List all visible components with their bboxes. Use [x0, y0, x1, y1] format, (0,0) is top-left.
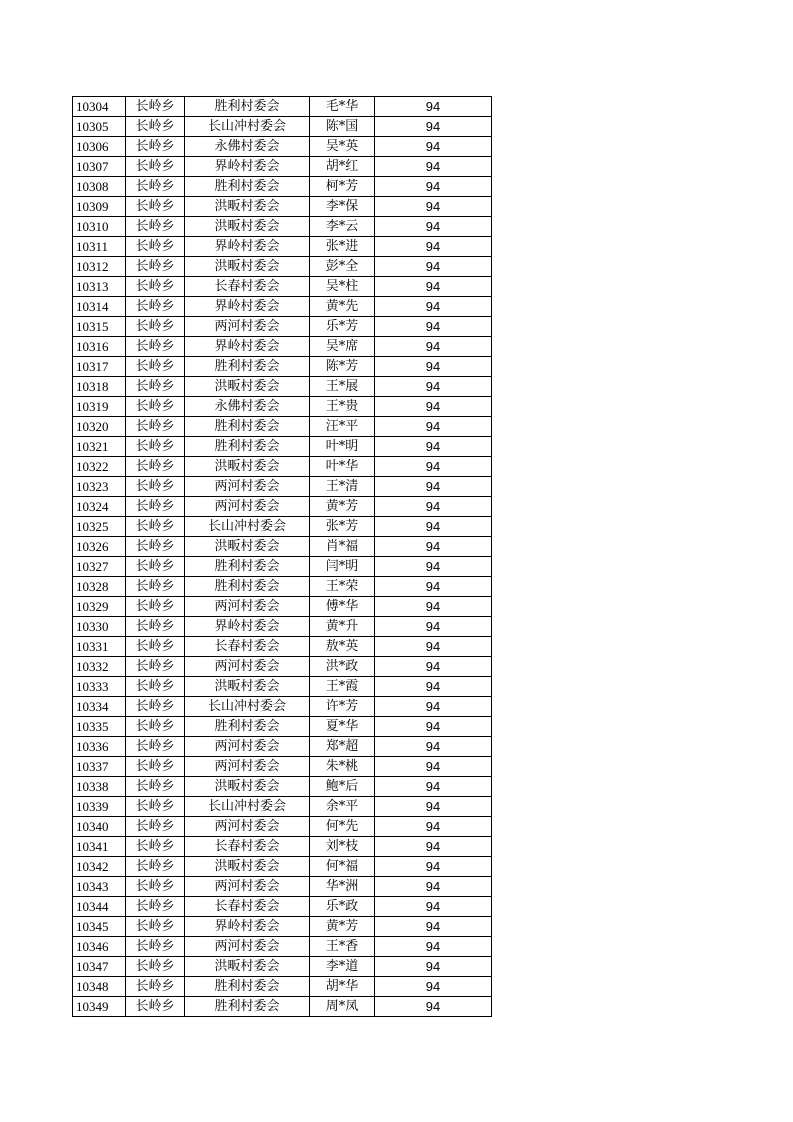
village-committee-cell: 洪畈村委会	[185, 777, 310, 797]
record-id-cell: 10311	[73, 237, 126, 257]
record-id-cell: 10305	[73, 117, 126, 137]
village-committee-cell: 长春村委会	[185, 637, 310, 657]
township-cell: 长岭乡	[126, 437, 185, 457]
township-cell: 长岭乡	[126, 577, 185, 597]
table-row	[73, 477, 492, 497]
table-row	[73, 997, 492, 1017]
township-cell: 长岭乡	[126, 377, 185, 397]
table-row	[73, 537, 492, 557]
person-name-cell: 黄*升	[310, 617, 375, 637]
person-name-cell: 柯*芳	[310, 177, 375, 197]
person-name-cell: 刘*枝	[310, 837, 375, 857]
record-id-cell: 10307	[73, 157, 126, 177]
township-cell: 长岭乡	[126, 497, 185, 517]
record-id-cell: 10310	[73, 217, 126, 237]
person-name-cell: 肖*福	[310, 537, 375, 557]
township-cell: 长岭乡	[126, 957, 185, 977]
township-cell: 长岭乡	[126, 617, 185, 637]
table-row	[73, 757, 492, 777]
person-name-cell: 王*霞	[310, 677, 375, 697]
village-committee-cell: 界岭村委会	[185, 337, 310, 357]
village-committee-cell: 界岭村委会	[185, 617, 310, 637]
township-cell: 长岭乡	[126, 597, 185, 617]
person-name-cell: 洪*政	[310, 657, 375, 677]
score-cell: 94	[375, 637, 492, 657]
record-id-cell: 10322	[73, 457, 126, 477]
score-cell: 94	[375, 257, 492, 277]
village-committee-cell: 洪畈村委会	[185, 677, 310, 697]
score-cell: 94	[375, 817, 492, 837]
score-cell: 94	[375, 657, 492, 677]
township-cell: 长岭乡	[126, 117, 185, 137]
score-cell: 94	[375, 197, 492, 217]
village-committee-cell: 长春村委会	[185, 897, 310, 917]
record-id-cell: 10338	[73, 777, 126, 797]
person-name-cell: 黄*芳	[310, 917, 375, 937]
record-id-cell: 10346	[73, 937, 126, 957]
township-cell: 长岭乡	[126, 217, 185, 237]
person-name-cell: 何*福	[310, 857, 375, 877]
table-row	[73, 777, 492, 797]
record-id-cell: 10308	[73, 177, 126, 197]
record-id-cell: 10349	[73, 997, 126, 1017]
township-cell: 长岭乡	[126, 317, 185, 337]
record-id-cell: 10334	[73, 697, 126, 717]
score-cell: 94	[375, 177, 492, 197]
score-cell: 94	[375, 577, 492, 597]
person-name-cell: 乐*政	[310, 897, 375, 917]
village-committee-cell: 洪畈村委会	[185, 197, 310, 217]
village-committee-cell: 两河村委会	[185, 657, 310, 677]
score-cell: 94	[375, 597, 492, 617]
village-committee-cell: 胜利村委会	[185, 417, 310, 437]
person-name-cell: 陈*芳	[310, 357, 375, 377]
township-cell: 长岭乡	[126, 137, 185, 157]
table-row	[73, 957, 492, 977]
village-committee-cell: 胜利村委会	[185, 717, 310, 737]
township-cell: 长岭乡	[126, 397, 185, 417]
village-committee-cell: 洪畈村委会	[185, 537, 310, 557]
score-cell: 94	[375, 977, 492, 997]
table-row	[73, 617, 492, 637]
person-name-cell: 李*保	[310, 197, 375, 217]
person-name-cell: 闫*明	[310, 557, 375, 577]
score-cell: 94	[375, 677, 492, 697]
record-id-cell: 10342	[73, 857, 126, 877]
table-row	[73, 437, 492, 457]
village-committee-cell: 两河村委会	[185, 737, 310, 757]
township-cell: 长岭乡	[126, 717, 185, 737]
village-committee-cell: 长山冲村委会	[185, 797, 310, 817]
score-cell: 94	[375, 157, 492, 177]
village-committee-cell: 两河村委会	[185, 757, 310, 777]
table-row	[73, 817, 492, 837]
score-cell: 94	[375, 777, 492, 797]
score-cell: 94	[375, 697, 492, 717]
table-row	[73, 577, 492, 597]
village-committee-cell: 永佛村委会	[185, 137, 310, 157]
record-id-cell: 10330	[73, 617, 126, 637]
table-row	[73, 517, 492, 537]
person-name-cell: 黄*芳	[310, 497, 375, 517]
score-cell: 94	[375, 937, 492, 957]
table-row	[73, 557, 492, 577]
record-id-cell: 10306	[73, 137, 126, 157]
score-cell: 94	[375, 297, 492, 317]
table-row	[73, 217, 492, 237]
record-id-cell: 10327	[73, 557, 126, 577]
person-name-cell: 李*云	[310, 217, 375, 237]
township-cell: 长岭乡	[126, 997, 185, 1017]
person-name-cell: 王*香	[310, 937, 375, 957]
person-name-cell: 陈*国	[310, 117, 375, 137]
table-row	[73, 337, 492, 357]
record-id-cell: 10326	[73, 537, 126, 557]
table-row	[73, 717, 492, 737]
table-row	[73, 377, 492, 397]
table-row	[73, 137, 492, 157]
table-row	[73, 357, 492, 377]
table-row	[73, 237, 492, 257]
village-committee-cell: 胜利村委会	[185, 357, 310, 377]
score-cell: 94	[375, 337, 492, 357]
person-name-cell: 周*凤	[310, 997, 375, 1017]
person-name-cell: 王*贵	[310, 397, 375, 417]
score-cell: 94	[375, 537, 492, 557]
township-cell: 长岭乡	[126, 457, 185, 477]
township-cell: 长岭乡	[126, 97, 185, 117]
table-row	[73, 277, 492, 297]
village-committee-cell: 界岭村委会	[185, 157, 310, 177]
township-cell: 长岭乡	[126, 197, 185, 217]
score-cell: 94	[375, 97, 492, 117]
village-committee-cell: 两河村委会	[185, 497, 310, 517]
person-name-cell: 李*道	[310, 957, 375, 977]
record-id-cell: 10312	[73, 257, 126, 277]
record-id-cell: 10328	[73, 577, 126, 597]
village-committee-cell: 洪畈村委会	[185, 957, 310, 977]
township-cell: 长岭乡	[126, 157, 185, 177]
table-row	[73, 157, 492, 177]
table-row	[73, 937, 492, 957]
score-cell: 94	[375, 797, 492, 817]
score-cell: 94	[375, 497, 492, 517]
table-row	[73, 117, 492, 137]
township-cell: 长岭乡	[126, 917, 185, 937]
score-cell: 94	[375, 877, 492, 897]
person-name-cell: 王*荣	[310, 577, 375, 597]
township-cell: 长岭乡	[126, 697, 185, 717]
township-cell: 长岭乡	[126, 237, 185, 257]
person-name-cell: 叶*明	[310, 437, 375, 457]
village-committee-cell: 界岭村委会	[185, 297, 310, 317]
township-cell: 长岭乡	[126, 257, 185, 277]
record-id-cell: 10344	[73, 897, 126, 917]
village-committee-cell: 长春村委会	[185, 837, 310, 857]
township-cell: 长岭乡	[126, 797, 185, 817]
person-name-cell: 傅*华	[310, 597, 375, 617]
record-id-cell: 10348	[73, 977, 126, 997]
table-row	[73, 977, 492, 997]
record-id-cell: 10332	[73, 657, 126, 677]
township-cell: 长岭乡	[126, 817, 185, 837]
record-id-cell: 10337	[73, 757, 126, 777]
township-cell: 长岭乡	[126, 897, 185, 917]
record-id-cell: 10345	[73, 917, 126, 937]
table-row	[73, 457, 492, 477]
village-committee-cell: 胜利村委会	[185, 997, 310, 1017]
score-cell: 94	[375, 117, 492, 137]
table-row	[73, 197, 492, 217]
township-cell: 长岭乡	[126, 537, 185, 557]
record-id-cell: 10329	[73, 597, 126, 617]
score-cell: 94	[375, 957, 492, 977]
table-row	[73, 397, 492, 417]
village-committee-cell: 两河村委会	[185, 817, 310, 837]
township-cell: 长岭乡	[126, 777, 185, 797]
score-cell: 94	[375, 737, 492, 757]
township-cell: 长岭乡	[126, 877, 185, 897]
township-cell: 长岭乡	[126, 517, 185, 537]
score-cell: 94	[375, 357, 492, 377]
score-cell: 94	[375, 477, 492, 497]
township-cell: 长岭乡	[126, 177, 185, 197]
score-cell: 94	[375, 837, 492, 857]
person-name-cell: 胡*华	[310, 977, 375, 997]
village-committee-cell: 胜利村委会	[185, 577, 310, 597]
village-committee-cell: 胜利村委会	[185, 97, 310, 117]
village-committee-cell: 洪畈村委会	[185, 857, 310, 877]
person-name-cell: 夏*华	[310, 717, 375, 737]
township-cell: 长岭乡	[126, 277, 185, 297]
score-cell: 94	[375, 137, 492, 157]
township-cell: 长岭乡	[126, 657, 185, 677]
table-row	[73, 257, 492, 277]
person-name-cell: 毛*华	[310, 97, 375, 117]
township-cell: 长岭乡	[126, 937, 185, 957]
table-row	[73, 597, 492, 617]
table-row	[73, 657, 492, 677]
person-name-cell: 叶*华	[310, 457, 375, 477]
township-cell: 长岭乡	[126, 677, 185, 697]
village-committee-cell: 两河村委会	[185, 317, 310, 337]
township-cell: 长岭乡	[126, 837, 185, 857]
person-name-cell: 敖*英	[310, 637, 375, 657]
township-cell: 长岭乡	[126, 297, 185, 317]
record-id-cell: 10314	[73, 297, 126, 317]
township-cell: 长岭乡	[126, 417, 185, 437]
record-id-cell: 10325	[73, 517, 126, 537]
village-committee-cell: 洪畈村委会	[185, 377, 310, 397]
person-name-cell: 何*先	[310, 817, 375, 837]
table-row	[73, 917, 492, 937]
village-committee-cell: 胜利村委会	[185, 557, 310, 577]
person-name-cell: 吴*柱	[310, 277, 375, 297]
score-cell: 94	[375, 917, 492, 937]
record-id-cell: 10317	[73, 357, 126, 377]
township-cell: 长岭乡	[126, 737, 185, 757]
person-name-cell: 朱*桃	[310, 757, 375, 777]
score-cell: 94	[375, 617, 492, 637]
person-name-cell: 乐*芳	[310, 317, 375, 337]
table-row	[73, 697, 492, 717]
table-row	[73, 97, 492, 117]
record-id-cell: 10336	[73, 737, 126, 757]
person-name-cell: 张*芳	[310, 517, 375, 537]
person-name-cell: 张*进	[310, 237, 375, 257]
township-cell: 长岭乡	[126, 977, 185, 997]
township-cell: 长岭乡	[126, 477, 185, 497]
village-committee-cell: 界岭村委会	[185, 237, 310, 257]
score-cell: 94	[375, 397, 492, 417]
record-id-cell: 10339	[73, 797, 126, 817]
record-id-cell: 10304	[73, 97, 126, 117]
record-id-cell: 10316	[73, 337, 126, 357]
person-name-cell: 吴*席	[310, 337, 375, 357]
record-id-cell: 10341	[73, 837, 126, 857]
score-cell: 94	[375, 857, 492, 877]
score-cell: 94	[375, 757, 492, 777]
township-cell: 长岭乡	[126, 757, 185, 777]
record-id-cell: 10309	[73, 197, 126, 217]
person-name-cell: 汪*平	[310, 417, 375, 437]
score-cell: 94	[375, 377, 492, 397]
village-committee-cell: 洪畈村委会	[185, 457, 310, 477]
village-committee-cell: 胜利村委会	[185, 977, 310, 997]
score-cell: 94	[375, 557, 492, 577]
record-id-cell: 10335	[73, 717, 126, 737]
village-committee-cell: 两河村委会	[185, 477, 310, 497]
table-row	[73, 797, 492, 817]
record-id-cell: 10331	[73, 637, 126, 657]
village-committee-cell: 长山冲村委会	[185, 117, 310, 137]
person-name-cell: 吴*英	[310, 137, 375, 157]
village-committee-cell: 两河村委会	[185, 597, 310, 617]
record-id-cell: 10340	[73, 817, 126, 837]
score-cell: 94	[375, 277, 492, 297]
record-id-cell: 10318	[73, 377, 126, 397]
score-cell: 94	[375, 417, 492, 437]
record-id-cell: 10313	[73, 277, 126, 297]
village-committee-cell: 两河村委会	[185, 877, 310, 897]
village-committee-cell: 长山冲村委会	[185, 697, 310, 717]
person-name-cell: 许*芳	[310, 697, 375, 717]
score-cell: 94	[375, 517, 492, 537]
record-id-cell: 10320	[73, 417, 126, 437]
township-cell: 长岭乡	[126, 557, 185, 577]
person-name-cell: 郑*超	[310, 737, 375, 757]
score-cell: 94	[375, 457, 492, 477]
table-row	[73, 297, 492, 317]
record-id-cell: 10333	[73, 677, 126, 697]
table-row	[73, 417, 492, 437]
table-row	[73, 177, 492, 197]
person-name-cell: 王*展	[310, 377, 375, 397]
record-id-cell: 10324	[73, 497, 126, 517]
township-cell: 长岭乡	[126, 357, 185, 377]
village-committee-cell: 胜利村委会	[185, 437, 310, 457]
village-committee-cell: 长春村委会	[185, 277, 310, 297]
records-table-body	[73, 97, 492, 1017]
table-row	[73, 897, 492, 917]
village-committee-cell: 洪畈村委会	[185, 257, 310, 277]
table-row	[73, 737, 492, 757]
record-id-cell: 10315	[73, 317, 126, 337]
township-cell: 长岭乡	[126, 637, 185, 657]
records-table	[72, 96, 492, 1017]
record-id-cell: 10323	[73, 477, 126, 497]
record-id-cell: 10347	[73, 957, 126, 977]
score-cell: 94	[375, 217, 492, 237]
table-row	[73, 497, 492, 517]
village-committee-cell: 长山冲村委会	[185, 517, 310, 537]
record-id-cell: 10343	[73, 877, 126, 897]
table-row	[73, 317, 492, 337]
village-committee-cell: 胜利村委会	[185, 177, 310, 197]
village-committee-cell: 两河村委会	[185, 937, 310, 957]
score-cell: 94	[375, 997, 492, 1017]
score-cell: 94	[375, 317, 492, 337]
person-name-cell: 余*平	[310, 797, 375, 817]
score-cell: 94	[375, 437, 492, 457]
score-cell: 94	[375, 237, 492, 257]
table-row	[73, 677, 492, 697]
table-row	[73, 857, 492, 877]
table-row	[73, 877, 492, 897]
person-name-cell: 黄*先	[310, 297, 375, 317]
person-name-cell: 彭*全	[310, 257, 375, 277]
township-cell: 长岭乡	[126, 337, 185, 357]
village-committee-cell: 界岭村委会	[185, 917, 310, 937]
score-cell: 94	[375, 897, 492, 917]
table-row	[73, 637, 492, 657]
score-cell: 94	[375, 717, 492, 737]
village-committee-cell: 永佛村委会	[185, 397, 310, 417]
record-id-cell: 10319	[73, 397, 126, 417]
village-committee-cell: 洪畈村委会	[185, 217, 310, 237]
person-name-cell: 王*清	[310, 477, 375, 497]
person-name-cell: 华*洲	[310, 877, 375, 897]
table-row	[73, 837, 492, 857]
person-name-cell: 胡*红	[310, 157, 375, 177]
person-name-cell: 鲍*后	[310, 777, 375, 797]
record-id-cell: 10321	[73, 437, 126, 457]
township-cell: 长岭乡	[126, 857, 185, 877]
